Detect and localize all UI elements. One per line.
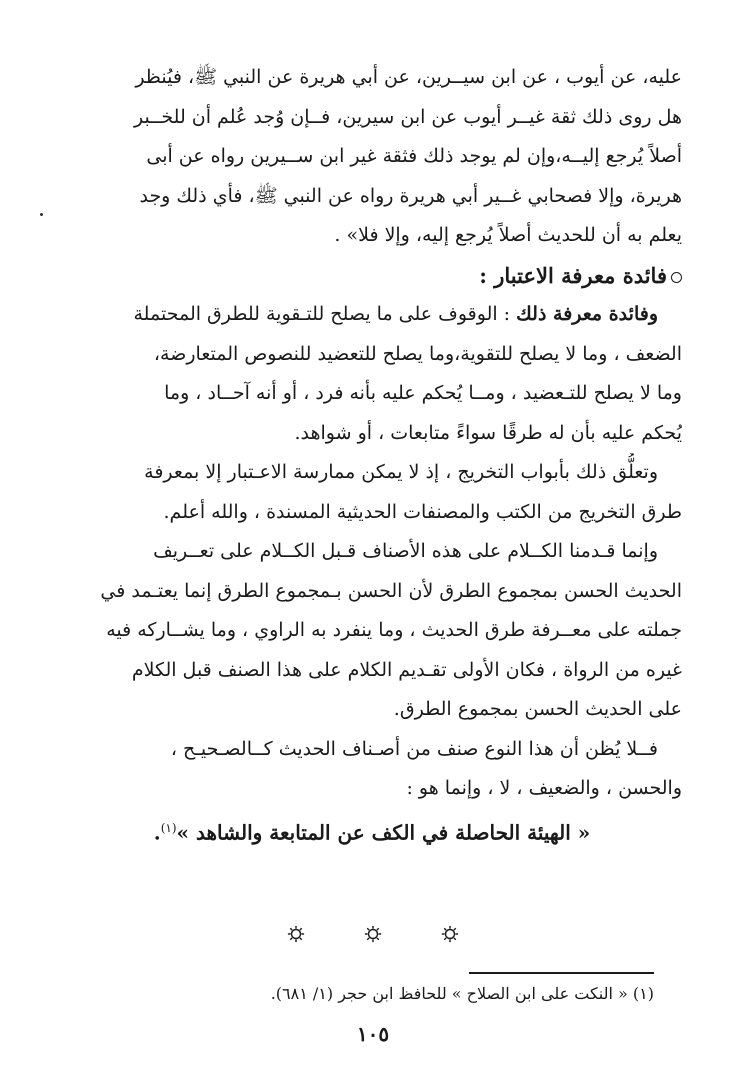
margin-speck	[40, 213, 43, 216]
text-line-5: يعلم به أن للحديث أصلاً يُرجع إليه، وإلا فلا» .	[334, 224, 682, 246]
text-line-4: هريرة، وإلا فصحابي غــير أبي هريرة رواه عن النبي ﷺ، فأي ذلك وجد	[139, 184, 682, 207]
para3-line-1: وتعلُّق ذلك بأبواب التخريج ، إذ لا يمكن ممارسة الاعـتبار إلا بمعرفة	[144, 461, 658, 483]
para5-line-1: فــلا يُظن أن هذا النوع صنف من أصـناف الحديث كــالصـحيـح ،	[170, 737, 658, 760]
para2-line-3: وما لا يصلح للتـعضيد ، ومــا يُحكم عليه بأنه فرد ، أو أنه آحــاد ، وما	[164, 382, 682, 404]
para4-line-4: غيره من الرواة ، فكان الأولى تقـديم الكلام على هذا الصنف قبل الكلام	[131, 658, 682, 681]
para4-line-5: على الحديث الحسن بمجموع الطرق.	[393, 698, 682, 720]
para2-line-2: الضعف ، وما لا يصلح للتقوية،وما يصلح للتعضيد للنصوص المتعارضة،	[153, 342, 682, 365]
ornament-star-icon	[287, 925, 305, 943]
para2-lead: وفائدة معرفة ذلك	[516, 303, 658, 325]
text-line-3: أصلاً يُرجع إليــه،وإن لم يوجد ذلك فثقة غير ابن ســيرين رواه عن أبى	[146, 145, 682, 167]
ornament-star-icon	[364, 925, 382, 943]
footnote-marker: (١)	[160, 820, 177, 835]
footnote-divider	[469, 972, 654, 974]
text-line-1: عليه، عن أيوب ، عن ابن سيــرين، عن أبي هريرة عن النبي ﷺ، فيُنظر	[135, 66, 682, 88]
circle-bullet-icon	[671, 272, 682, 283]
para4-line-2: الحديث الحسن بمجموع الطرق لأن الحسن بـمجموع الطرق إنما يعتـمد في	[100, 579, 682, 602]
page-number: ١٠٥	[356, 1022, 390, 1046]
para4-line-3: جملته على معــرفة طرق الحديث ، وما ينفرد به الراوي ، وما يشــاركه فيه	[106, 619, 682, 641]
para5-line-2: والحسن ، والضعيف ، لا ، وإنما هو :	[406, 777, 682, 799]
body-text	[62, 58, 682, 853]
section-heading	[62, 256, 682, 296]
para3-line-2: طرق التخريج من الكتب والمصنفات الحديثية المسندة ، والله أعلم.	[163, 500, 682, 523]
para4-line-1: وإنما قـدمنا الكــلام على هذه الأصناف قـبل الكــلام على تعــريف	[153, 540, 658, 562]
section-heading-text: فائدة معرفة الاعتبار :	[479, 262, 667, 288]
ornament-star-icon	[441, 925, 459, 943]
para2-line-4: يُحكم عليه بأن له طرقًا سواءً متابعات ، أو شواهد.	[294, 421, 682, 444]
para2-line-1	[62, 295, 682, 335]
ornament-row	[0, 925, 746, 947]
footnote: (١) « النكت على ابن الصلاح » للحافظ ابن حجر (١/ ٦٨١).	[270, 984, 654, 1003]
final-quote: « الهيئة الحاصلة في الكف عن المتابعة والشاهد »$^{(١)}$.	[153, 820, 591, 845]
final-quote-text: « الهيئة الحاصلة في الكف عن المتابعة والشاهد »	[176, 820, 591, 845]
para2-line-1-text: : الوقوف على ما يصلح للتـقوية للطرق المحتملة	[133, 303, 517, 325]
text-line-2: هل روى ذلك ثقة غيــر أيوب عن ابن سيرين، فــإن وُجد عُلم أن للخــبر	[134, 105, 682, 128]
